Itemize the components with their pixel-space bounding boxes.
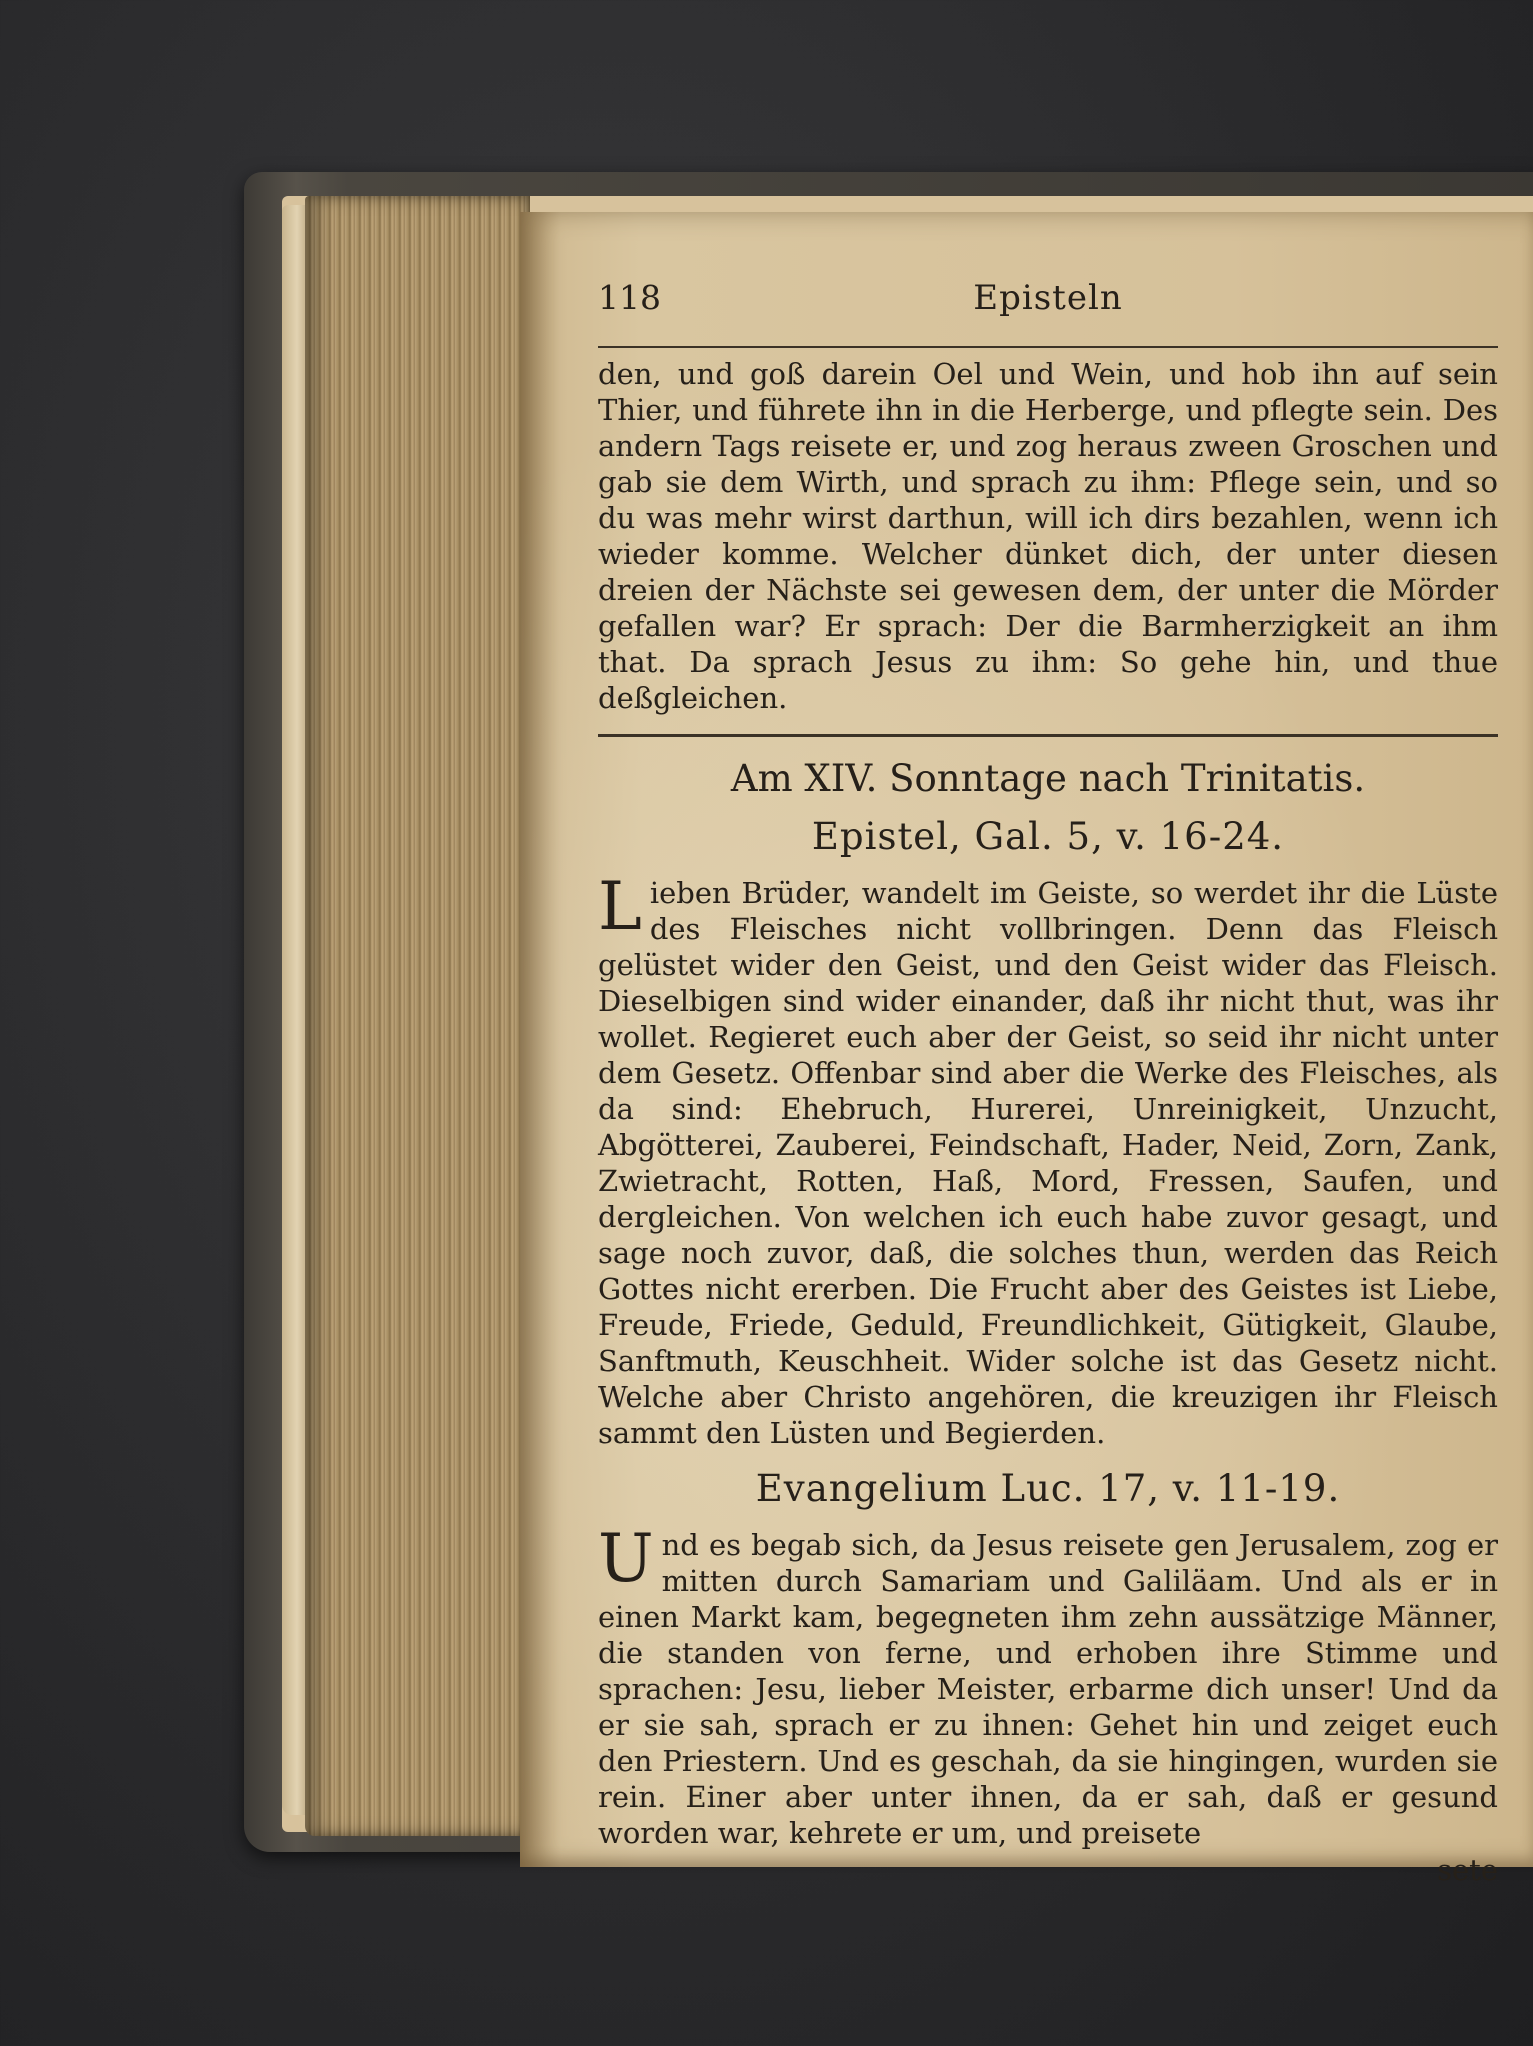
continued-text: den, und goß darein Oel und Wein, und hob ihn auf sein Thier, und führete ihn in die Herberge, und pflegte sein. Des andern Tags reisete er, und zog heraus zween Groschen und gab sie dem Wirth, und sprach zu ihm: Pflege sein, und so du was mehr wirst darthun, will ich dirs bezahlen, wenn ich wieder komme. Welcher dünket dich, der unter diesen dreien der Nächste sei gewesen dem, der unter die Mörder gefallen war? Er sprach: Der die Barmherzigkeit an ihm that. Da sprach Jesus zu ihm: So gehe hin, und thue deßgleichen. xyxy=(598,357,1498,715)
gospel-body: nd es begab sich, da Jesus reisete gen Jerusalem, zog er mitten durch Samariam und Galiläam. Und als er in einen Markt kam, begegneten ihm zehn aussätzige Männer, die standen von ferne, und erhoben ihre Stimme und sprachen: Jesu, lieber Meister, erbarme dich unser! Und da er sie sah, sprach er zu ihnen: Gehet hin und zeiget euch den Priestern. Und es geschah, da sie hingingen, wurden sie rein. Einer aber unter ihnen, da er sah, daß er gesund worden war, kehrete er um, und preisete xyxy=(598,1528,1498,1850)
page-content xyxy=(598,272,1498,1887)
section-title: Am XIV. Sonntage nach Trinitatis. xyxy=(730,757,1366,800)
running-title: Episteln xyxy=(973,278,1123,318)
epistle-heading: Epistel, Gal. 5, v. 16-24. xyxy=(811,815,1285,858)
epistle-text xyxy=(598,868,1498,1451)
header-rule xyxy=(598,346,1498,348)
gospel-heading: Evangelium Luc. 17, v. 11-19. xyxy=(755,1467,1341,1510)
section-rule xyxy=(598,734,1498,737)
gospel-text xyxy=(598,1520,1498,1851)
catchword: sete xyxy=(1437,1853,1498,1887)
book-page xyxy=(520,212,1533,1887)
gospel-initial: U xyxy=(598,1520,654,1597)
running-head xyxy=(598,272,1498,332)
page-number: 118 xyxy=(598,278,661,317)
epistle-body: ieben Brüder, wandelt im Geiste, so werdet ihr die Lüste des Fleisches nicht vollbringen. Denn das Fleisch gelüstet wider den Geist, und den Geist wider das Fleisch. Dieselbigen sind wider einander, daß ihr nicht thut, was ihr wollet. Regieret euch aber der Geist, so seid ihr nicht unter dem Gesetz. Offenbar sind aber die Werke des Fleisches, als da sind: Ehebruch, Hurerei, Unreinigkeit, Unzucht, Abgötterei, Zauberei, Feindschaft, Hader, Neid, Zorn, Zank, Zwietracht, Rotten, Haß, Mord, Fressen, Saufen, und dergleichen. Von welchen ich euch habe zuvor gesagt, und sage noch zuvor, daß, die solches thun, werden das Reich Gottes nicht ererben. Die Frucht aber des Geistes ist Liebe, Freude, Friede, Geduld, Freundlichkeit, Gütigkeit, Glaube, Sanftmuth, Keuschheit. Wider solche ist das Gesetz nicht. Welche aber Christo angehören, die kreuzigen ihr Fleisch sammt den Lüsten und Begierden. xyxy=(598,876,1498,1450)
gilt-page-edges xyxy=(305,196,530,1836)
epistle-initial: L xyxy=(598,868,642,945)
